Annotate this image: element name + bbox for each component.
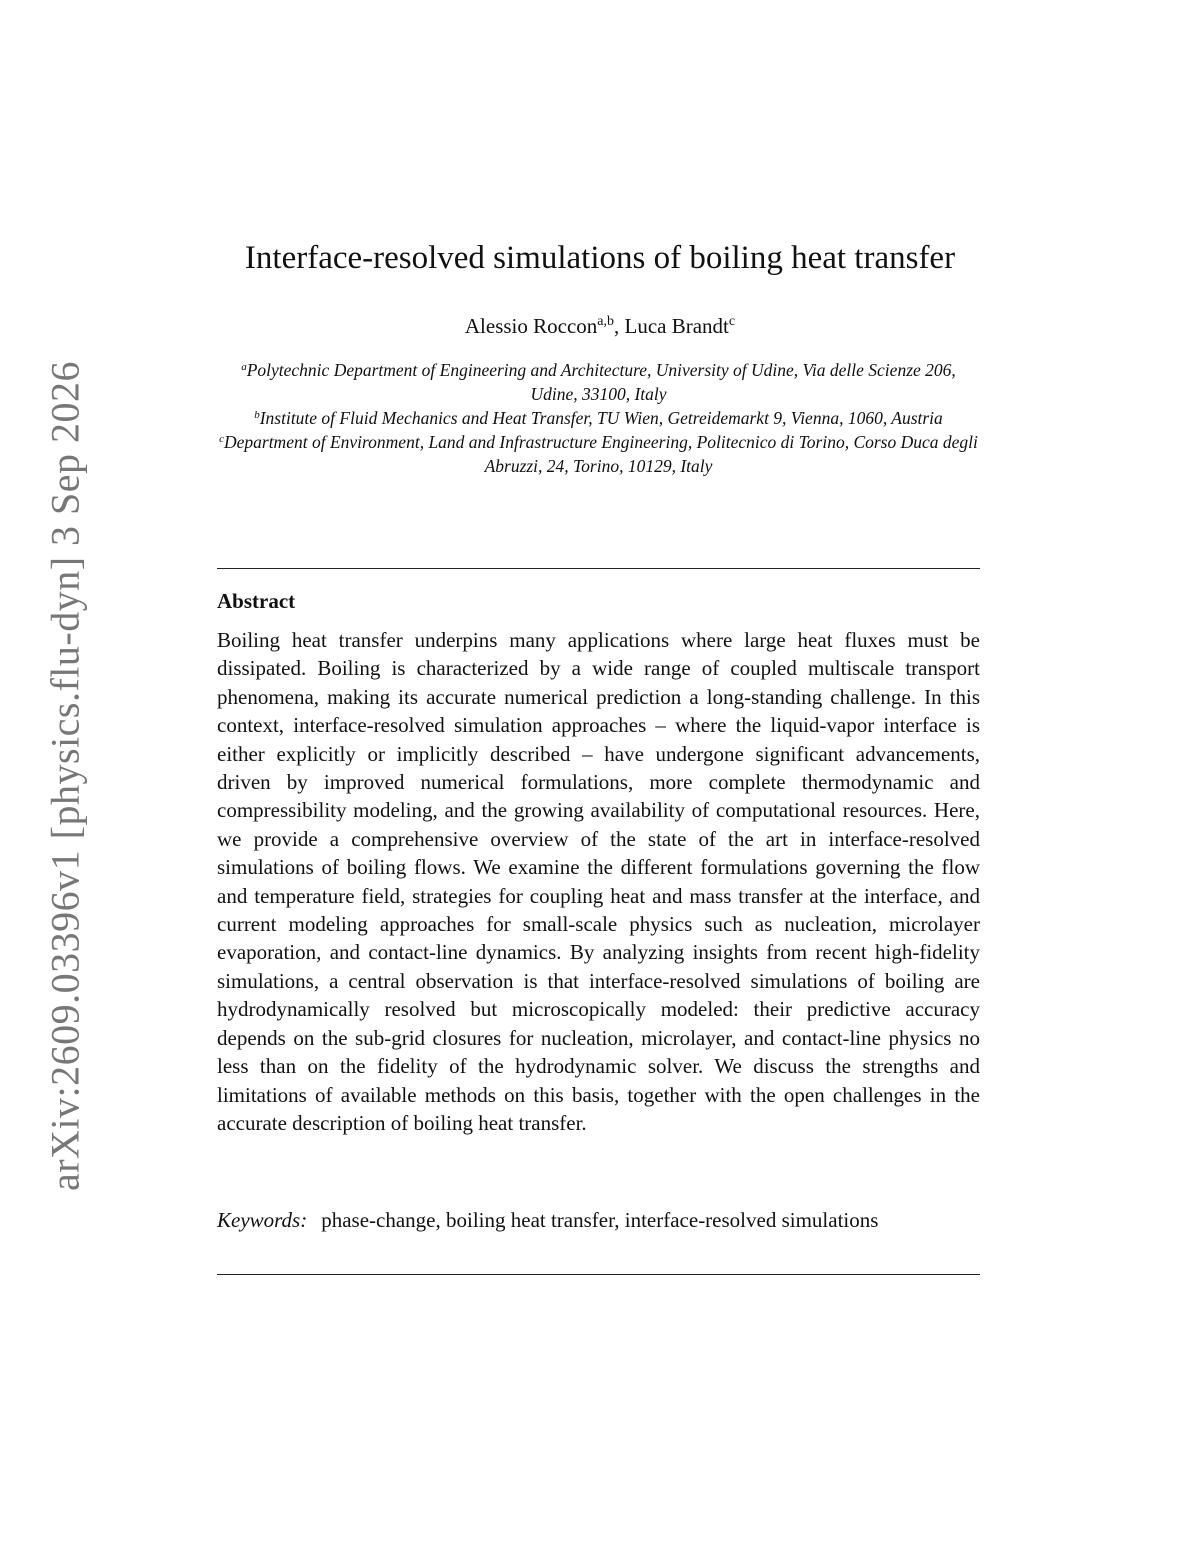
affiliation-text: Department of Environment, Land and Infrastructure Engineering, Politecnico di Torino, Corso Duca degli Abruzzi, 24, Torino, 10129, Italy	[223, 432, 978, 476]
affiliation-mark: a	[241, 361, 247, 373]
affiliation-item	[217, 430, 980, 478]
author-separator: ,	[614, 314, 625, 338]
affiliation-text: Polytechnic Department of Engineering and Architecture, University of Udine, Via delle Scienze 206, Udine, 33100, Italy	[246, 360, 956, 404]
author-affiliation-mark: a,b	[597, 314, 615, 329]
paper-title: Interface-resolved simulations of boiling heat transfer	[244, 240, 956, 276]
keywords-block	[217, 1206, 917, 1234]
abstract-bottom-rule	[217, 1274, 980, 1275]
author-name: Alessio Roccon	[464, 314, 598, 338]
author-affiliation-mark: c	[728, 314, 736, 329]
abstract-top-rule	[217, 568, 980, 569]
affiliation-list	[217, 358, 980, 478]
affiliation-item	[217, 358, 980, 406]
author-name: Luca Brandt	[624, 314, 729, 338]
author-list	[0, 312, 1200, 340]
arxiv-identifier-stamp: arXiv:2609.03396v1 [physics.flu-dyn] 3 Sep 2026	[42, 360, 88, 1192]
affiliation-mark: b	[254, 409, 260, 421]
abstract-heading: Abstract	[217, 589, 296, 613]
keywords-label: Keywords:	[217, 1208, 308, 1232]
abstract-text: Boiling heat transfer underpins many applications where large heat fluxes must be dissipated. Boiling is characterized by a wide range of coupled multiscale transport phenomena, making its accurate numerical prediction a long-standing challenge. In this context, interface-resolved simulation approaches – where the liquid-vapor interface is either explicitly or implicitly described – have undergone significant advancements, driven by improved numerical formulations, more complete thermodynamic and compressibility modeling, and the growing availability of computational resources. Here, we provide a comprehensive overview of the state of the art in interface-resolved simulations of boiling flows. We examine the different formulations governing the flow and temperature field, strategies for coupling heat and mass transfer at the interface, and current modeling approaches for small-scale physics such as nucleation, microlayer evaporation, and contact-line dynamics. By analyzing insights from recent high-fidelity simulations, a central observation is that interface-resolved simulations of boiling are hydrodynamically resolved but microscopically modeled: their predictive accuracy depends on the sub-grid closures for nucleation, microlayer, and contact-line physics no less than on the fidelity of the hydrodynamic solver. We discuss the strengths and limitations of available methods on this basis, together with the open challenges in the accurate description of boiling heat transfer.	[217, 628, 980, 1135]
keywords-text: phase-change, boiling heat transfer, interface-resolved simulations	[321, 1208, 879, 1232]
affiliation-mark: c	[219, 433, 224, 445]
affiliation-item	[217, 406, 980, 430]
affiliation-text: Institute of Fluid Mechanics and Heat Transfer, TU Wien, Getreidemarkt 9, Vienna, 1060, Austria	[259, 408, 943, 428]
